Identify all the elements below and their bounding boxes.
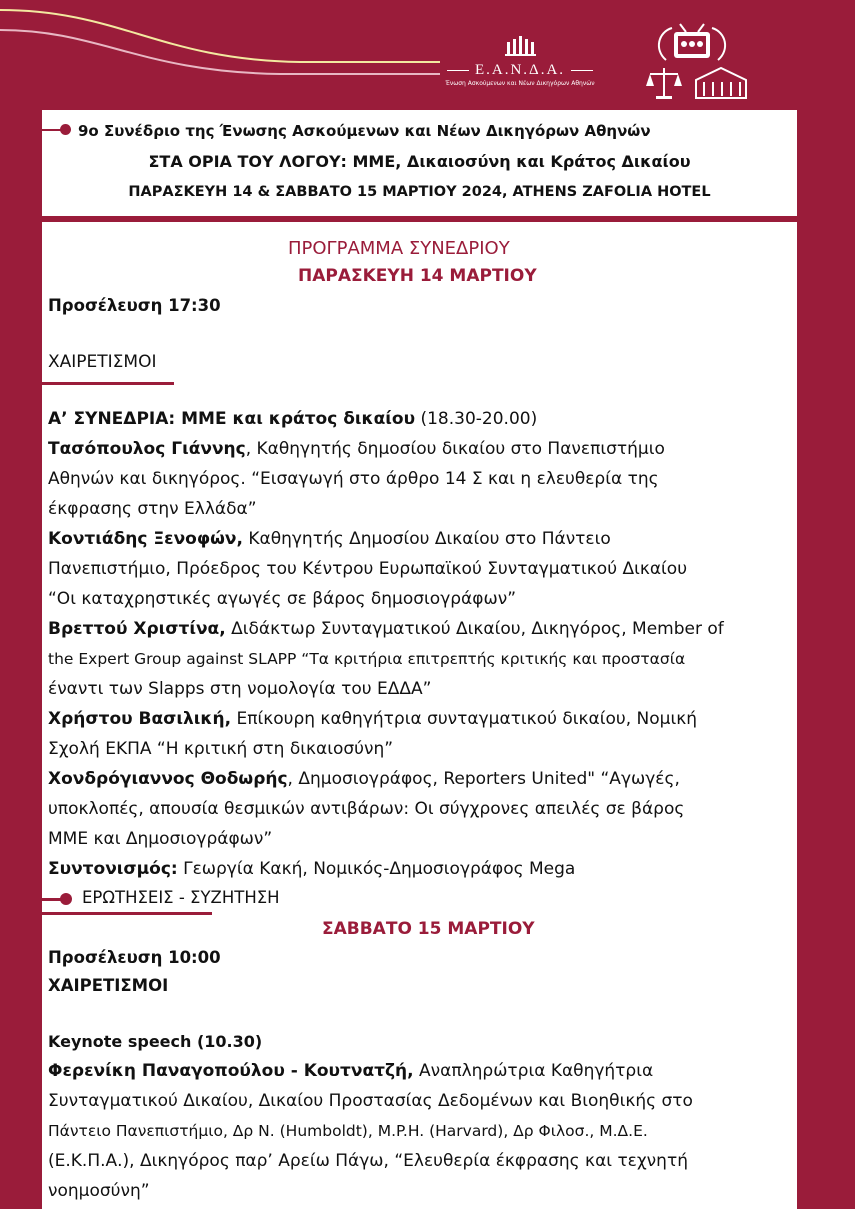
keynote-desc: (Ε.Κ.Π.Α.), Δικηγόρος παρ’ Αρείω Πάγω, “Ελευθερία έκφρασης και τεχνητή xyxy=(48,1151,688,1171)
speaker-name: Κοντιάδης Ξενοφών, xyxy=(48,529,243,549)
keynote-desc: Αναπληρώτρια Καθηγήτρια xyxy=(413,1061,654,1081)
speaker-desc: “Οι καταχρηστικές αγωγές σε βάρος δημοσιογράφων” xyxy=(48,589,517,609)
questions-discussion: ΕΡΩΤΗΣΕΙΣ - ΣΥΖΗΤΗΣΗ xyxy=(82,888,280,907)
qa-bullet-line xyxy=(0,898,62,901)
header-bullet xyxy=(60,124,71,135)
moderation-text: Γεωργία Κακή, Νομικός-Δημοσιογράφος Mega xyxy=(177,859,576,879)
speaker-1 xyxy=(48,434,793,464)
speaker-name: Τασόπουλος Γιάννης xyxy=(48,439,246,459)
program-title: ΠΡΟΓΡΑΜΜΑ ΣΥΝΕΔΡΙΟΥ xyxy=(288,238,510,259)
session-time: (18.30-20.00) xyxy=(415,409,538,429)
qa-bullet xyxy=(60,893,72,905)
speaker-name: Βρεττού Χριστίνα, xyxy=(48,619,226,639)
arrival-day2: Προσέλευση 10:00 xyxy=(48,948,221,967)
speaker-desc: Πανεπιστήμιο, Πρόεδρος του Κέντρου Ευρωπαϊκού Συνταγματικού Δικαίου xyxy=(48,559,688,579)
conference-name: 9ο Συνέδριο της Ένωσης Ασκούμενων και Νέων Δικηγόρων Αθηνών xyxy=(78,122,651,140)
speaker-desc: Σχολή ΕΚΠΑ “Η κριτική στη δικαιοσύνη” xyxy=(48,739,394,759)
moderation xyxy=(48,854,793,884)
speaker-desc: Καθηγητής Δημοσίου Δικαίου στο Πάντειο xyxy=(242,529,611,549)
keynote-speaker: Φερενίκη Παναγοπούλου - Κουτνατζή, xyxy=(48,1061,414,1081)
speaker-desc: , Δημοσιογράφος, Reporters United" “Αγωγές, xyxy=(287,769,680,789)
keynote-label: Keynote speech (10.30) xyxy=(48,1032,263,1051)
arrival-day1: Προσέλευση 17:30 xyxy=(48,296,221,315)
speaker-2 xyxy=(48,524,793,554)
conference-theme: ΣΤΑ ΟΡΙΑ ΤΟΥ ΛΟΓΟΥ: ΜΜΕ, Δικαιοσύνη και Κράτος Δικαίου xyxy=(148,152,691,171)
speaker-desc: Αθηνών και δικηγόρος. “Εισαγωγή στο άρθρο 14 Σ και η ελευθερία της xyxy=(48,469,659,489)
keynote-desc: νοημοσύνη” xyxy=(48,1181,150,1201)
day1-title: ΠΑΡΑΣΚΕΥΗ 14 ΜΑΡΤΙΟΥ xyxy=(298,266,537,286)
speaker-desc: Διδάκτωρ Συνταγματικού Δικαίου, Δικηγόρος, Member of xyxy=(225,619,724,639)
qa-rule xyxy=(42,912,212,915)
greetings-rule xyxy=(42,382,174,385)
speaker-4 xyxy=(48,704,793,734)
keynote-desc: Πάντειο Πανεπιστήμιο, Δρ Ν. (Humboldt), M.P.H. (Harvard), Δρ Φιλοσ., Μ.Δ.Ε. xyxy=(48,1122,648,1140)
logo-name: Ε.Α.Ν.Δ.Α. xyxy=(474,62,566,78)
speaker-desc: υποκλοπές, απουσία θεσμικών αντιβάρων: Οι σύγχρονες απειλές σε βάρος xyxy=(48,799,685,819)
logo-subtitle: Ένωση Ασκούμενων και Νέων Δικηγόρων Αθηνών xyxy=(445,80,595,87)
moderation-label: Συντονισμός: xyxy=(48,859,178,879)
greetings-day1: ΧΑΙΡΕΤΙΣΜΟΙ xyxy=(48,352,157,372)
greetings-day2: ΧΑΙΡΕΤΙΣΜΟΙ xyxy=(48,976,169,995)
speaker-desc: , Καθηγητής δημοσίου δικαίου στο Πανεπιστήμιο xyxy=(245,439,665,459)
speaker-desc: έναντι των Slapps στη νομολογία του ΕΔΔΑ” xyxy=(48,679,432,699)
speaker-5 xyxy=(48,764,793,794)
decorative-curves xyxy=(0,0,440,80)
speaker-name: Χρήστου Βασιλική, xyxy=(48,709,232,729)
program-content xyxy=(42,222,797,1209)
day2-title: ΣΑΒΒΑΤΟ 15 ΜΑΡΤΙΟΥ xyxy=(322,919,535,939)
session-a xyxy=(48,404,793,884)
header-bullet-line xyxy=(42,129,62,131)
speaker-desc: ΜΜΕ και Δημοσιογράφων” xyxy=(48,829,273,849)
speaker-3 xyxy=(48,614,793,644)
keynote xyxy=(48,1056,793,1206)
media-justice-icon xyxy=(646,20,756,105)
speaker-desc: the Expert Group against SLAPP “Τα κριτήρια επιτρεπτής κριτικής και προστασία xyxy=(48,650,686,668)
columns-icon xyxy=(440,36,600,60)
speaker-desc: έκφρασης στην Ελλάδα” xyxy=(48,499,257,519)
conference-dates-venue: ΠΑΡΑΣΚΕΥΗ 14 & ΣΑΒΒΑΤΟ 15 ΜΑΡΤΙΟΥ 2024, ATHENS ZAFOLIA HOTEL xyxy=(128,184,711,200)
speaker-desc: Επίκουρη καθηγήτρια συνταγματικού δικαίου, Νομική xyxy=(231,709,697,729)
speaker-name: Χονδρόγιαννος Θοδωρής xyxy=(48,769,288,789)
keynote-desc: Συνταγματικού Δικαίου, Δικαίου Προστασίας Δεδομένων και Βιοηθικής στο xyxy=(48,1091,693,1111)
session-title: Α’ ΣΥΝΕΔΡΙΑ: ΜΜΕ και κράτος δικαίου xyxy=(48,409,416,429)
association-logo xyxy=(440,36,600,87)
header-box xyxy=(42,110,797,216)
